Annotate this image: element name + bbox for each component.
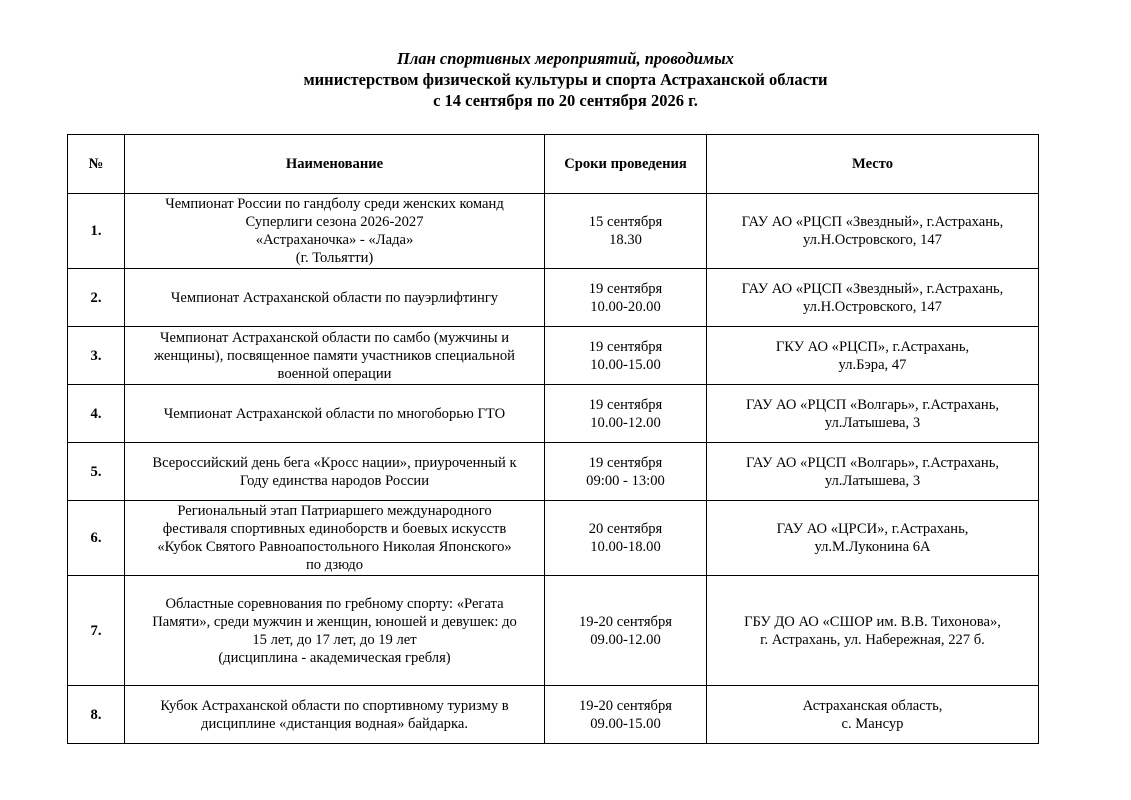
event-name-line: Кубок Астраханской области по спортивному туризму в [160,697,509,714]
table-row [68,576,1039,686]
event-name-line: Чемпионат Астраханской области по самбо (мужчины и [159,329,510,346]
event-place-cell [707,327,1039,385]
event-place-cell [707,269,1039,327]
event-dates-line: 19-20 сентября [579,613,672,630]
event-dates-line: 10.00-18.00 [590,539,661,555]
event-place-cell [707,686,1039,744]
row-number: 2. [68,269,125,327]
event-dates-cell [545,194,707,269]
table-row [68,269,1039,327]
event-place-line: ГАУ АО «РЦСП «Волгарь», г.Астрахань, [745,396,1000,413]
event-dates-line: 19 сентября [588,454,663,471]
event-name-line: Всероссийский день бега «Кросс нации», приуроченный к [152,454,517,471]
event-name-line: Суперлиги сезона 2026-2027 [245,214,424,230]
event-dates-line: 10.00-12.00 [590,414,661,431]
event-name-cell [125,576,545,686]
row-number: 6. [68,501,125,576]
event-place-cell [707,385,1039,443]
event-place-line: ГБУ ДО АО «СШОР им. В.В. Тихонова», [744,613,1001,630]
event-place-line: с. Мансур [841,715,904,732]
title-line-2: министерством физической культуры и спорта Астраханской области [303,70,828,89]
event-place-cell [707,501,1039,576]
event-name-line: (г. Тольятти) [295,250,374,266]
row-number: 1. [68,194,125,269]
event-dates-line: 19 сентября [588,280,663,297]
events-table [67,134,1039,744]
event-dates-cell [545,443,707,501]
event-dates-line: 10.00-15.00 [590,356,661,373]
event-place-line: ГАУ АО «РЦСП «Волгарь», г.Астрахань, [745,454,1000,471]
event-dates-line: 19 сентября [588,338,663,355]
row-number: 3. [68,327,125,385]
event-dates-cell [545,327,707,385]
header-number: № [68,135,125,194]
event-name-line: по дзюдо [305,557,363,573]
event-dates-cell [545,501,707,576]
event-name-line: 15 лет, до 17 лет, до 19 лет [252,631,417,648]
event-name-cell [125,501,545,576]
event-place-line: ул.М.Луконина 6А [814,539,931,555]
event-name-cell [125,443,545,501]
event-dates-line: 09.00-15.00 [590,715,661,732]
table-row [68,194,1039,269]
event-name-line: Чемпионат Астраханской области по пауэрлифтингу [170,289,499,306]
table-row [68,501,1039,576]
event-name-line: «Кубок Святого Равноапостольного Николая Японского» [157,539,512,555]
event-place-line: ГАУ АО «РЦСП «Звездный», г.Астрахань, [741,214,1004,230]
event-dates-line: 18.30 [609,232,642,248]
event-place-line: ул.Латышева, 3 [824,472,921,489]
event-name-line: Чемпионат России по гандболу среди женских команд [165,196,504,212]
event-name-cell [125,686,545,744]
event-name-line: Памяти», среди мужчин и женщин, юношей и девушек: до [152,613,517,630]
event-place-cell [707,443,1039,501]
row-number: 5. [68,443,125,501]
event-dates-cell [545,686,707,744]
header-dates: Сроки проведения [545,135,707,194]
event-name-line: Областные соревнования по гребному спорту: «Регата [165,595,504,612]
event-place-line: Астраханская область, [802,697,943,714]
event-name-cell [125,269,545,327]
event-place-cell [707,194,1039,269]
table-header-row [68,135,1039,194]
document-title [0,48,1131,111]
event-name-cell [125,385,545,443]
event-dates-line: 19-20 сентября [579,697,672,714]
event-place-line: ул.Н.Островского, 147 [803,298,942,315]
header-name: Наименование [125,135,545,194]
event-name-line: военной операции [277,365,392,382]
table-body [68,194,1039,744]
event-name-line: (дисциплина - академическая гребля) [218,649,451,666]
event-place-line: ГКУ АО «РЦСП», г.Астрахань, [775,338,970,355]
event-name-cell [125,194,545,269]
event-place-line: ГАУ АО «ЦРСИ», г.Астрахань, [776,521,969,537]
table-row [68,686,1039,744]
event-name-line: «Астраханочка» - «Лада» [255,232,414,248]
event-name-line: Чемпионат Астраханской области по многоборью ГТО [163,405,506,422]
event-place-line: ул.Н.Островского, 147 [803,232,942,248]
row-number: 8. [68,686,125,744]
event-dates-line: 15 сентября [588,214,663,230]
event-name-cell [125,327,545,385]
title-line-3: с 14 сентября по 20 сентября 2026 г. [433,91,698,110]
event-place-line: ул.Бэра, 47 [838,356,907,373]
event-dates-cell [545,385,707,443]
event-dates-line: 20 сентября [588,521,663,537]
event-dates-line: 10.00-20.00 [590,298,661,315]
event-name-line: Году единства народов России [239,472,430,489]
event-place-line: ул.Латышева, 3 [824,414,921,431]
event-dates-cell [545,269,707,327]
event-place-cell [707,576,1039,686]
event-dates-line: 19 сентября [588,396,663,413]
event-dates-cell [545,576,707,686]
event-dates-line: 09:00 - 13:00 [586,472,665,489]
event-dates-line: 09.00-12.00 [590,631,661,648]
table-row [68,443,1039,501]
row-number: 4. [68,385,125,443]
title-line-1: План спортивных мероприятий, проводимых [397,49,734,68]
event-name-line: дисциплине «дистанция водная» байдарка. [201,715,468,732]
event-place-line: ГАУ АО «РЦСП «Звездный», г.Астрахань, [741,280,1004,297]
row-number: 7. [68,576,125,686]
table-row [68,327,1039,385]
event-name-line: фестиваля спортивных единоборств и боевых искусств [162,521,507,537]
header-place: Место [707,135,1039,194]
table-row [68,385,1039,443]
event-name-line: женщины), посвященное памяти участников специальной [154,347,515,364]
event-name-line: Региональный этап Патриаршего международного [177,503,492,519]
event-place-line: г. Астрахань, ул. Набережная, 227 б. [760,631,985,648]
